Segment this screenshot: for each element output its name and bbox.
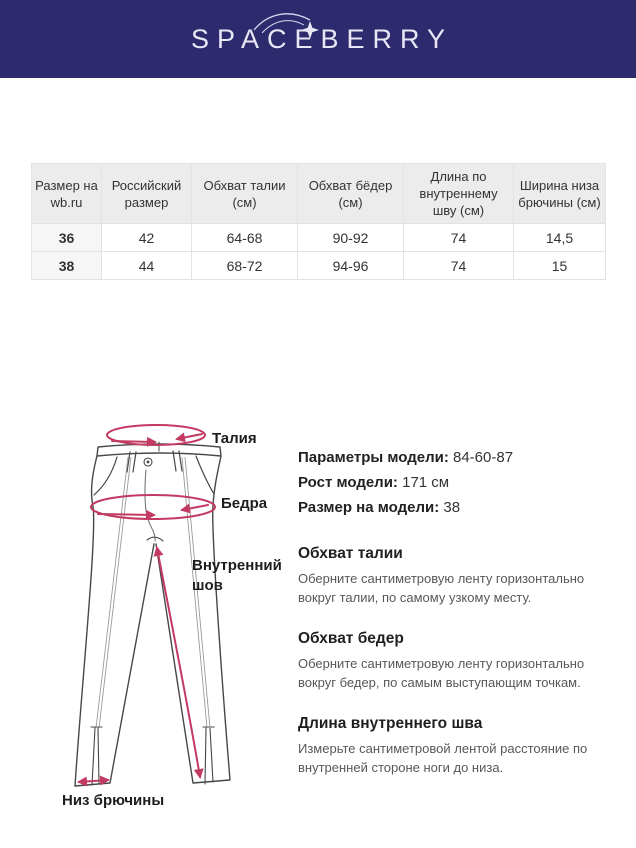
waist-arrow-left — [177, 434, 202, 439]
cell-waist: 64-68 — [192, 224, 298, 252]
section-title: Обхват бедер — [298, 630, 404, 647]
cell-hem-width: 14,5 — [514, 224, 606, 252]
col-header-ru-size: Российский размер — [102, 164, 192, 224]
waist-girth-section — [298, 544, 628, 607]
waist-label: Талия — [212, 430, 257, 447]
inseam-label: Внутренний шов — [192, 557, 282, 595]
cell-inseam-length: 74 — [404, 224, 514, 252]
hem-label: Низ брючины — [62, 792, 165, 809]
hip-arrow-left — [182, 505, 208, 510]
hem-width-arrow — [79, 780, 108, 782]
section-text: Оберните сантиметровую ленту горизонтально вокруг бедер, по самым выступающим точкам. — [298, 656, 585, 690]
cell-wb-size: 38 — [32, 252, 102, 280]
model-parameters-row — [298, 445, 628, 470]
hip-girth-section — [298, 629, 628, 692]
model-height-value: 171 см — [402, 474, 450, 491]
col-header-inseam-length: Длина по внутреннему шву (см) — [404, 164, 514, 224]
section-text: Измерьте сантиметровой лентой расстояние по внутренней стороне ноги до низа. — [298, 741, 588, 775]
model-size-value: 38 — [443, 499, 461, 516]
measurement-annotations — [79, 425, 215, 782]
size-table-header-row — [32, 164, 606, 224]
brand-header — [0, 0, 636, 78]
hips-label: Бедра — [221, 495, 268, 512]
model-parameters-label: Параметры модели: — [298, 449, 449, 466]
section-title: Обхват талии — [298, 545, 403, 562]
inseam-length-section — [298, 714, 628, 777]
cell-waist: 68-72 — [192, 252, 298, 280]
pants-measurement-diagram — [30, 415, 294, 815]
col-header-wb-size: Размер на wb.ru — [32, 164, 102, 224]
cell-hips: 90-92 — [298, 224, 404, 252]
section-text: Оберните сантиметровую ленту горизонтально вокруг талии, по самому узкому месту. — [298, 571, 585, 605]
brand-logo: SPACEBERRY — [190, 24, 454, 54]
cell-ru-size: 44 — [102, 252, 192, 280]
cell-hem-width: 15 — [514, 252, 606, 280]
section-title: Длина внутреннего шва — [298, 715, 483, 732]
col-header-hips: Обхват бёдер (см) — [298, 164, 404, 224]
cell-ru-size: 42 — [102, 224, 192, 252]
hip-arrow-right — [98, 514, 154, 515]
waist-arrow-right — [112, 441, 155, 442]
model-parameters-value: 84-60-87 — [453, 449, 514, 466]
col-header-waist: Обхват талии (см) — [192, 164, 298, 224]
pants-outline — [75, 442, 230, 786]
cell-hips: 94-96 — [298, 252, 404, 280]
model-size-row — [298, 495, 628, 520]
size-table — [31, 163, 606, 280]
measurement-info-column — [298, 440, 628, 777]
model-height-label: Рост модели: — [298, 474, 398, 491]
cell-inseam-length: 74 — [404, 252, 514, 280]
model-size-label: Размер на модели: — [298, 499, 440, 516]
model-info — [298, 440, 628, 520]
col-header-hem-width: Ширина низа брючины (см) — [514, 164, 606, 224]
cell-wb-size: 36 — [32, 224, 102, 252]
table-row — [32, 252, 606, 280]
table-row — [32, 224, 606, 252]
model-height-row — [298, 470, 628, 495]
